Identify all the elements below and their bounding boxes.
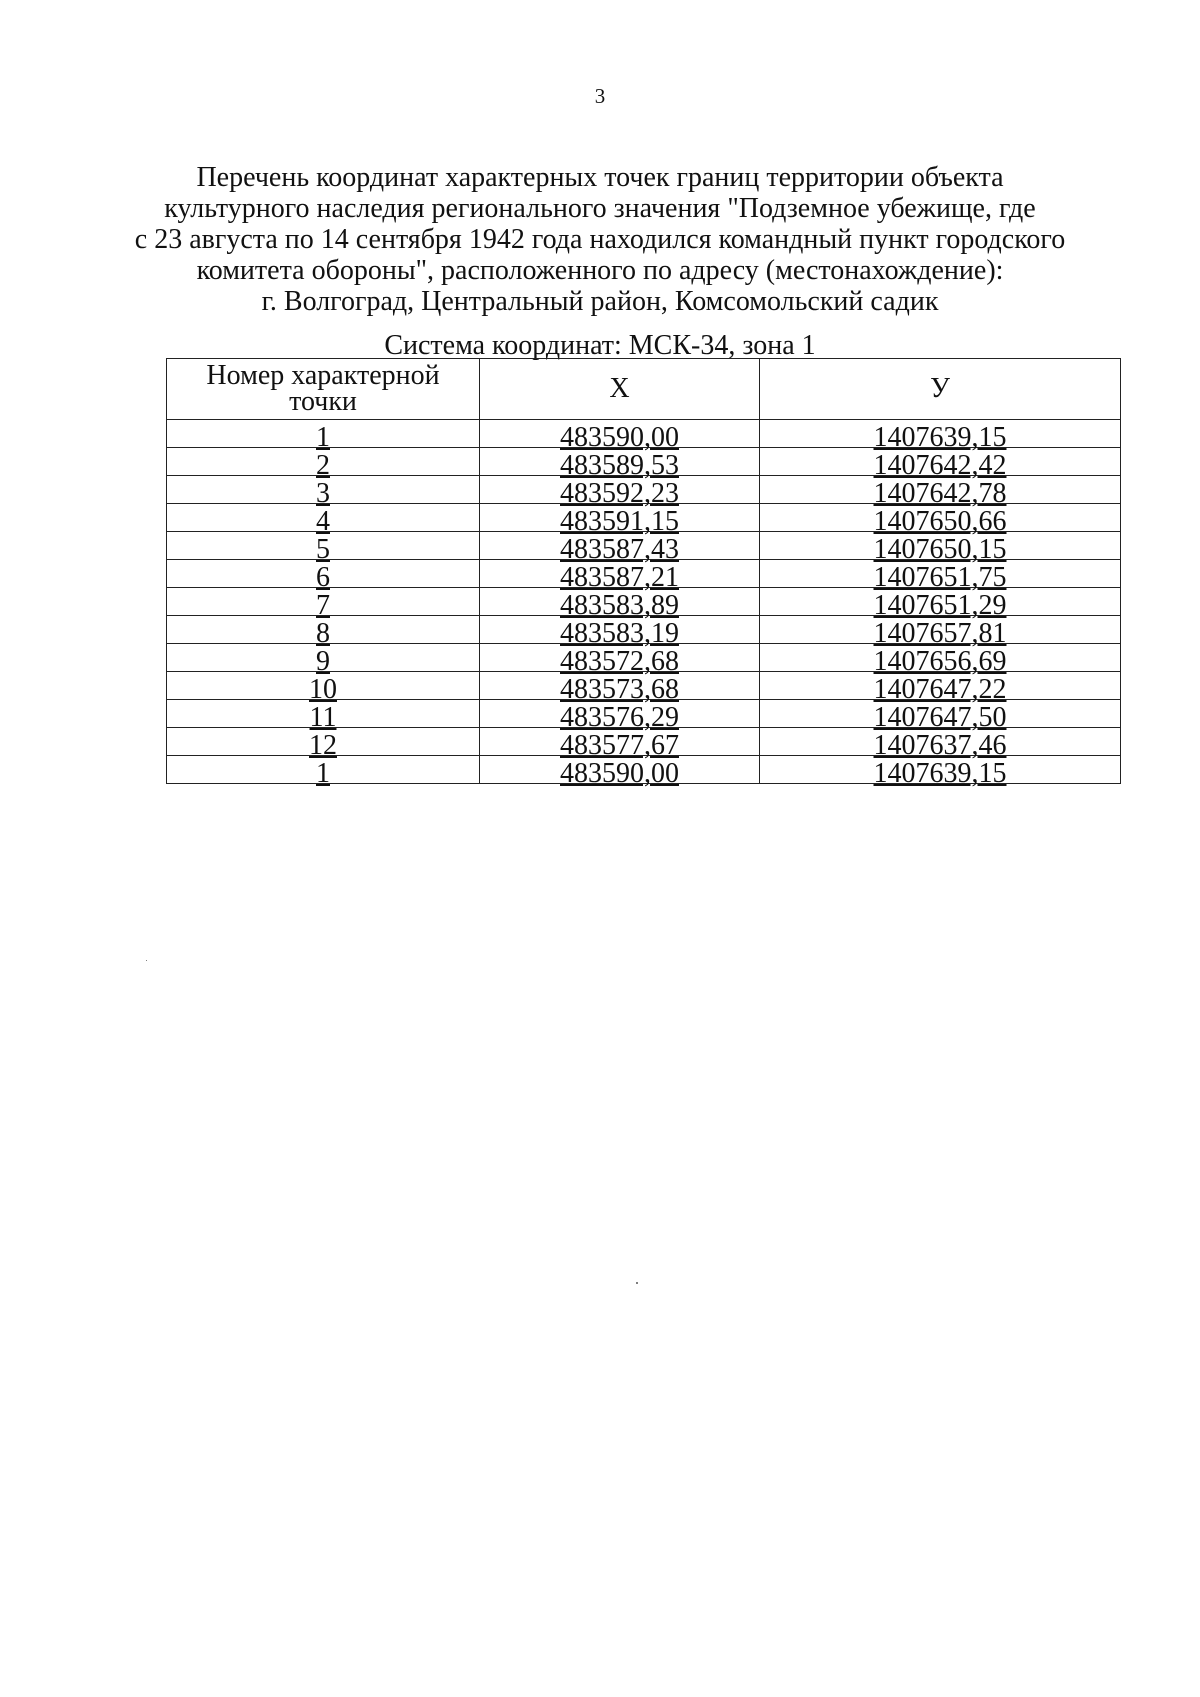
cell-x: 483583,89 — [480, 588, 760, 616]
table-body — [167, 420, 1121, 789]
cell-x: 483587,21 — [480, 560, 760, 588]
header-point-number-line1: Номер характерной — [206, 360, 440, 391]
cell-y: 1407639,15 — [760, 756, 1121, 784]
table-row — [167, 672, 1121, 700]
title-line: г. Волгоград, Центральный район, Комсомольский садик — [261, 286, 939, 317]
cell-x: 483577,67 — [480, 728, 760, 756]
cell-y: 1407647,50 — [760, 700, 1121, 728]
table-row — [167, 504, 1121, 532]
cell-point-number: 11 — [167, 700, 480, 728]
page-number: 3 — [594, 84, 606, 108]
title-line: комитета обороны", расположенного по адресу (местонахождение): — [196, 255, 1004, 286]
header-x: Х — [480, 359, 760, 420]
title-line: с 23 августа по 14 сентября 1942 года находился командный пункт городского — [134, 224, 1066, 255]
table-row — [167, 532, 1121, 560]
title-line: культурного наследия регионального значения "Подземное убежище, где — [164, 193, 1036, 224]
cell-y: 1407651,29 — [760, 588, 1121, 616]
cell-y: 1407650,66 — [760, 504, 1121, 532]
cell-x: 483573,68 — [480, 672, 760, 700]
cell-point-number: 7 — [167, 588, 480, 616]
table-row — [167, 700, 1121, 728]
scan-speck — [636, 1282, 638, 1284]
cell-point-number: 1 — [167, 420, 480, 448]
cell-y: 1407642,42 — [760, 448, 1121, 476]
table-row — [167, 588, 1121, 616]
cell-x: 483583,19 — [480, 616, 760, 644]
table-row — [167, 644, 1121, 672]
scan-speck — [146, 960, 147, 961]
table-row — [167, 448, 1121, 476]
cell-point-number: 5 — [167, 532, 480, 560]
coordinate-system-caption: Система координат: МСК-34, зона 1 — [384, 330, 816, 361]
cell-x: 483590,00 — [480, 756, 760, 784]
cell-point-number: 12 — [167, 728, 480, 756]
table-row — [167, 560, 1121, 588]
cell-point-number: 9 — [167, 644, 480, 672]
cell-x: 483587,43 — [480, 532, 760, 560]
cell-x: 483589,53 — [480, 448, 760, 476]
cell-y: 1407639,15 — [760, 420, 1121, 448]
cell-point-number: 10 — [167, 672, 480, 700]
cell-x: 483590,00 — [480, 420, 760, 448]
title-line: Перечень координат характерных точек границ территории объекта — [196, 162, 1004, 193]
cell-y: 1407651,75 — [760, 560, 1121, 588]
cell-x: 483576,29 — [480, 700, 760, 728]
cell-point-number: 4 — [167, 504, 480, 532]
cell-point-number: 1 — [167, 756, 480, 784]
table-row — [167, 616, 1121, 644]
cell-y: 1407642,78 — [760, 476, 1121, 504]
cell-x: 483572,68 — [480, 644, 760, 672]
table-row — [167, 476, 1121, 504]
table-row — [167, 420, 1121, 448]
table-row — [167, 728, 1121, 756]
cell-y: 1407657,81 — [760, 616, 1121, 644]
cell-point-number: 3 — [167, 476, 480, 504]
document-title — [100, 162, 1100, 317]
cell-point-number: 2 — [167, 448, 480, 476]
cell-x: 483592,23 — [480, 476, 760, 504]
header-point-number — [167, 359, 480, 420]
cell-y: 1407656,69 — [760, 644, 1121, 672]
table-header-row — [167, 359, 1121, 420]
cell-y: 1407637,46 — [760, 728, 1121, 756]
coordinates-table — [166, 358, 1121, 789]
cell-y: 1407647,22 — [760, 672, 1121, 700]
cell-x: 483591,15 — [480, 504, 760, 532]
cell-y: 1407650,15 — [760, 532, 1121, 560]
header-point-number-line2: точки — [289, 386, 357, 417]
cell-point-number: 8 — [167, 616, 480, 644]
cell-point-number: 6 — [167, 560, 480, 588]
header-y: У — [760, 359, 1121, 420]
